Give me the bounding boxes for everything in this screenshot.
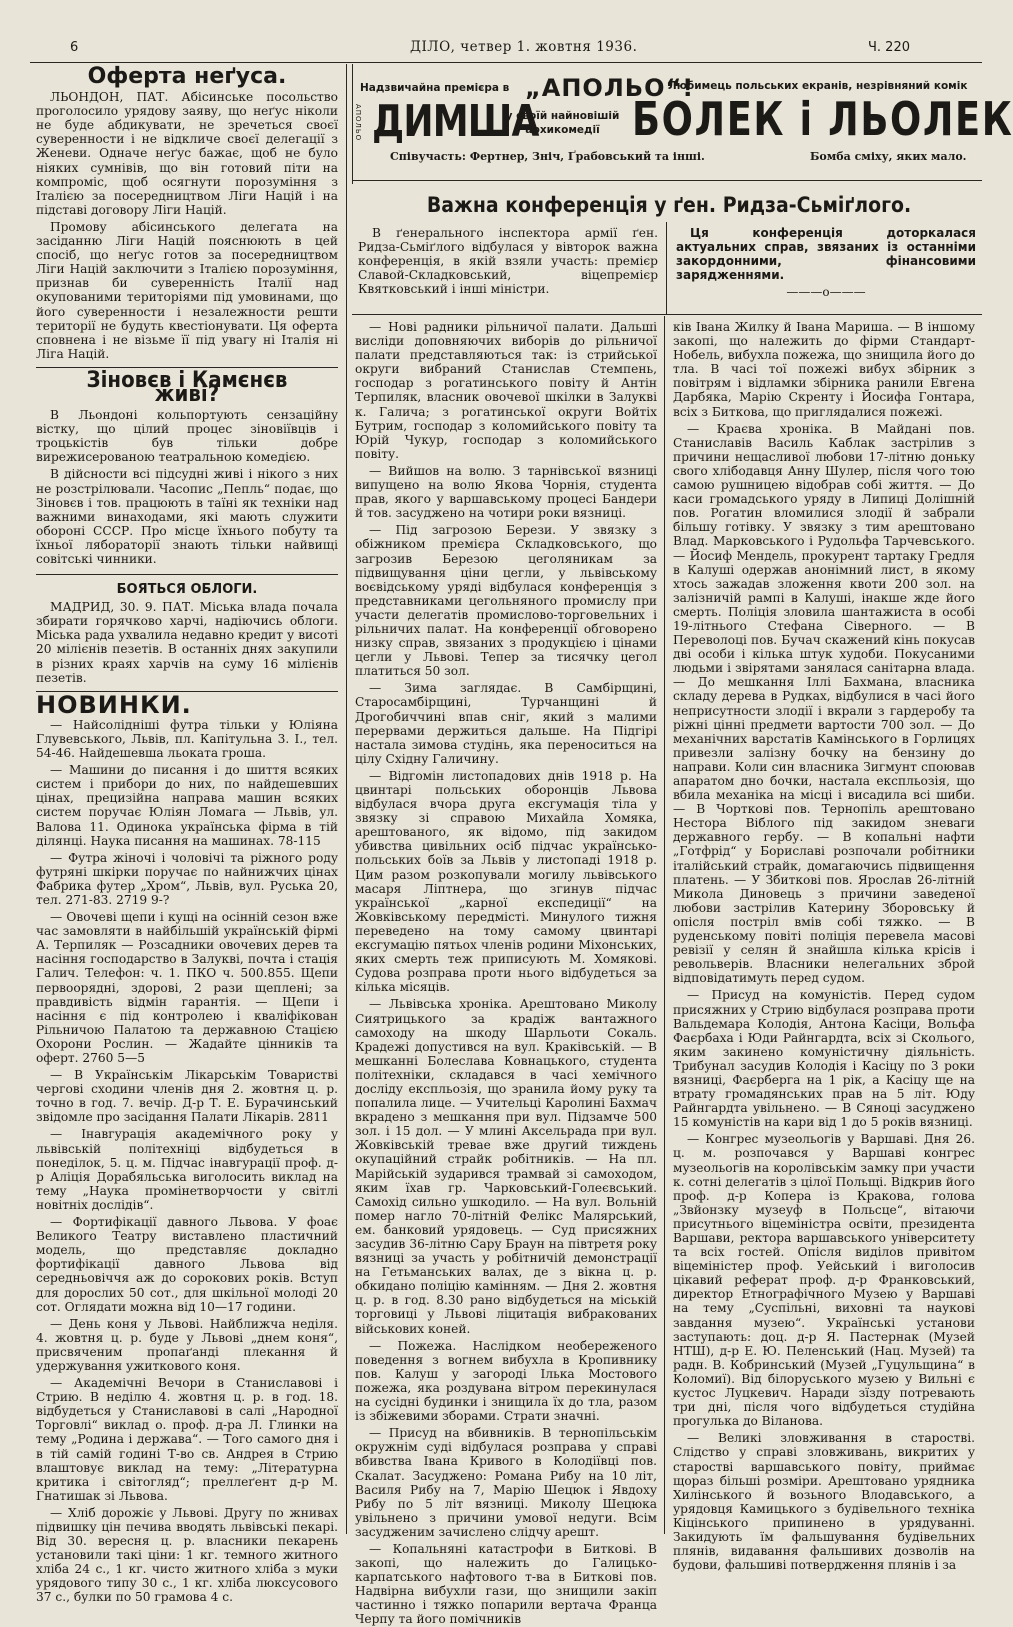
news-item: — Пожежа. Наслідком необереженого поведення з вогнем вибухла в Кропивнику пов. Калуш у загороді Ілька Мостового пожежа, яка роздувана вітром перекинулася на сусідні будинки і знищила їх до тла, разом із збіжевими зборами. Страти значні. <box>355 1338 657 1424</box>
news-item: — Краєва хроніка. В Майдані пов. Станиславів Василь Каблак застрілив з причини нещасливої любови 17-літню доньку свого хлібодавця Анну Шулер, після чого тою самою рушницею відобрав собі життя. — До каси громадського уряду в Липиці Долішній пов. Рогатин вломилися злодії й забрали більшу готівку. У звязку з тим арештовано Влад. Марковського і Рудольфа Тарчевського. — Йосиф Мендель, прокурент тартаку Гредля в Калуші одержав анонімний лист, в якому хтось зажадав зложення квоти 200 зол. на залізничій рампі в Калуші, інакше жде його смерть. Поліція зловила шантажиста в особі 19-літнього Стефана Сіверного. — В Переволоці пов. Бучач скажений кінь покусав двi особи і кілька штук худоби. Покусаними людьми і звірятами занялася санітарна влада. — До мешкання Іллі Бахмана, власника складу дерева в Рудках, відбулися в часі його неприсутности злодії і вкрали з гардеробу та ріжні цінні предмети вартости 700 зол. — До механічних варстатів Камінського в Горлицях привезли залізну бочку на бензину до направи. Коли син власника Зигмунт споював апаратом дно бочки, настала експльозія, що вбила механіка на місці і висадила всі шиби. — В Чорткові пов. Тернопіль арештовано Нестора Віблого під закидом зневаги державного гербу. — В копальні нафти „Готфрід“ у Бориславі розпочали робітники італійський страйк, домагаючись підвищення платень. — У Збиткові пов. Ярослав 26-літній Микола Диновець з причини заведеної любови застрілив Катерину Зборовську й опісля постріл вмів собі тяжко. — В руденському повіті поліція перевела масові ревізії у селян й знайшла кілька крісів і револьверів. Власники нелегальних зброй відповідатимуть перед судом. <box>673 421 975 986</box>
page-number: 6 <box>70 40 79 55</box>
middle-column <box>355 320 657 1627</box>
novynky-item: — Найсолідніші футра тільки у Юліяна Глувевського, Львів, пл. Капітульна 3. І., тел. 54-46. Найдешевша льоката гроша. <box>36 717 338 761</box>
ad-premiere-pre: Надзвичайна премієра в <box>360 82 510 94</box>
news-item: — Присуд на вбивників. В тернопільськім окружнім суді відбулася розправа у справі вбивства Івана Кривого в Колодіївці пов. Скалат. Засуджено: Романа Рибу на 10 літ, Василя Рибу на 7, Марію Шецюк і Явдоху Рибу по 5 літ вязниці. Миколу Шецюка увільнено з причини умової недуги. Всім засудженим зачислено слідчу арешт. <box>355 1426 657 1539</box>
oferta-title: Оферта неґуса. <box>87 64 287 89</box>
ad-film-title: БОЛЕК і ЛЬОЛЕК <box>632 92 1013 146</box>
oferta-paragraph: Промову абісинського делегата на засіданню Ліги Націй пояснюють в цей спосіб, що неґус готов за посередництвом Ліги Націй заключити з Італією порозуміння, признав би суверенність Італії над окупованими територіями під умовинами, що його суверенности і незалежности решти території не будуть квестіонувати. Ця оферта сповнена і не візьме її під увагу ні Італія ні Ліга Націй. <box>36 219 338 361</box>
zinoviev-paragraph: В Льондоні кольпортують сензаційну вістку, що цілий процес зіновіївців і троцькістів був тільки добре вирежисерованою театральною комедією. <box>36 408 338 465</box>
conference-divider <box>666 222 667 314</box>
conference-title: Важна конференція у ґен. Ридза-Сьміґлого. <box>426 193 912 217</box>
ad-dymsha: ДИМША <box>372 96 539 147</box>
conference-text: Ця конференція доторкалася актуальних справ, звязаних із останніми закордонними, фінансовими зарядженнями. <box>676 226 976 283</box>
section-rule <box>36 574 338 575</box>
novynky-item: — Інавгурація академічного року у львівській політехніці відбудеться в понеділок, 5. ц. м. Підчас інавгурації проф. д-р Аліція Дорабяльська виголосить виклад на тему „Наука промінетворчости у світлі новітніх дослідів“. <box>36 1127 338 1212</box>
ad-bottom-rule <box>352 180 982 181</box>
ad-left-rule <box>352 64 353 184</box>
novynky-item: — Машини до писання і до шиття всяких систем і прибори до них, по найдешевших цінах, прецизійна направа машин всяких систем поручає Юліян Ломага — Львів, ул. Валова 11. Одинока українська фірма в тій ділянці. Наука писання на машинах. 78-115 <box>36 763 338 848</box>
news-item: — Зима заглядає. В Самбірщині, Старосамбірщині, Турчанщині й Дрогобиччині впав сніг, який з малими перервами держиться дальше. На Підгірі настала зимова студінь, яка переноситься на цілу Східну Галичину. <box>355 681 657 766</box>
issue-number: Ч. 220 <box>868 40 910 55</box>
ad-bomb: Бомба сміху, яких мало. <box>810 150 967 163</box>
news-item: — Присуд на комуністів. Перед судом присяжних у Стрию відбулася розправа проти Вальдемара Колодія, Антона Касіци, Вольфа Фаєрбаха і Юди Райнгардта, всіх зі Сколього, яким закинено комуністичну діяльність. Трибунал засудив Колодія і Касіцу по 3 роки вязниці, Фаєрберга на 1 рік, а Касіцу ще на втрату громадянських прав на 5 літ. Юду Райнгардта увільнено. — В Сяноці засуджено 15 комуністів на кари від 1 до 5 років вязниці. <box>673 988 975 1130</box>
novynky-item: — Фортифікації давного Львова. У фоає Великого Театру виставлено пластичний модель, що представляє докладно фортифікації давного Львова від середньовіччя аж до сорокових років. Вступ для дорослих 50 сот., для шкільної молоді 20 сот. Оглядати можна від 10—17 години. <box>36 1215 338 1314</box>
ad-comedy-1: у своїй найновішій <box>505 110 620 122</box>
section-rule <box>36 691 338 692</box>
news-item: ків Івана Жилку й Івана Мариша. — В іншому закопі, що належить до фірми Стандарт-Нобель, вибухла пожежа, що знищила його до тла. В часі тої пожежі вибух збірник з повітрям і відламки збірника ранили Евгена Дарбяка, Марію Скренту і Йосифа Гонтара, всіх з Биткова, що приглядалися пожежі. <box>673 320 975 419</box>
separator: ———o——— <box>786 285 866 300</box>
news-item: — Вийшов на волю. З тарнівської вязниці випущено на волю Якова Чорнія, студента прав, якого у варшавському процесі Бандери й тов. засуджено на чотири роки вязниці. <box>355 463 657 521</box>
masthead-line: ДІЛО, четвер 1. жовтня 1936. <box>410 39 638 55</box>
column-rule-2 <box>664 316 665 1534</box>
ad-apollo-vertical: АПОЛЬО <box>354 104 362 142</box>
zinoviev-paragraph: В дійсности всі підсудні живі і нікого з них не розстрілювали. Часопис „Пепль“ подає, що Зіновєв і тов. працюють в таїні як техніки над важними винаходами, які мають служити обороні СССР. Про місце їхнього побуту та їхньої лябораторії знають тільки найвищі совітські чинники. <box>36 467 338 566</box>
conference-text: В ґенеральнoго інспектора армії ґен. Ридза-Сьміґлого відбулася у вівторок важна конференція, в якій взяли участь: премієр Славой-Складковський, віцепремієр Квятковський і інші мiністри. <box>358 226 658 297</box>
oferta-paragraph: ЛЬОНДОН, ПАТ. Абісинське посольство проголосило урядову заяву, що неґус ніколи не буде абдикувати, не зречеться своєї суверенности і не відкличе своєї делегації з Женеви. Одначе неґус бажає, щоб не було ніяких сумнівів, що він готовий піти на компроміс, щоб осягнути порозуміння з Італією за посередництвом Ліги Націй і на підставі договору Ліги Націй. <box>36 90 338 217</box>
conference-right <box>676 226 976 311</box>
ad-premiere-text <box>360 82 509 94</box>
right-column <box>673 320 975 1573</box>
ad-favorite: Любимець польських екранів, незрівняний комік <box>668 80 968 92</box>
news-item: — Конгрес музеольогів у Варшаві. Дня 26. ц. м. розпочався у Варшаві конгрес музеольогів на королівськім замку при участи к. сотні делегатів з цілої Польщі. Відкрив його проф. д-р Копера із Кракова, голова „Звйонзку музеуф в Польсце“, вітаючи присутнього віцеміністра освіти, президента Варшави, ректора варшавського університету та всіх гостей. Опісля виділов привітом віцеміністер проф. Уейський і виголосив цікавий реферат проф. д-р Франковський, директор Етнографічного Музею у Варшаві на тему „Суспільні, виховні та наукові завдання музею“. Українські установи заступають: доц. д-р Я. Пастернак (Музей НТШ), д-р Е. Ю. Пеленський (Нац. Музей) та радн. В. Кобринський (Музей „Гуцульщина“ в Коломиї). Від білоруського музею у Вильні є кустос Луцкевич. Наради зїзду потревають три дні, після чого відбудеться студійна прогулька до Віланова. <box>673 1132 975 1429</box>
news-item: — Під загрозою Берези. У звязку з обіжником премієра Складковського, що загрозив Березою цеголяникам за підвищування ціни цегли, у львівському воєвідському уряді відбулася конференція з представниками цегольняного промислу при участи делегатів промислово-торговельних і рільничих палат. На конференції обговорено низку справ, звязаних з продукцією і цінами цегли у Львові. Тепер за тисячку цегол платиться 50 зол. <box>355 523 657 679</box>
ad-cast: Співучасть: Фертнер, Зніч, Ґрабовський та інші. <box>390 150 705 163</box>
novynky-title: НОВИНКИ. <box>36 690 192 719</box>
left-column <box>36 64 338 1605</box>
ad-comedy-2: архикомедії <box>525 124 600 136</box>
conference-left <box>358 226 658 306</box>
header-rule <box>30 62 982 63</box>
ad-apollo-name: „АПОЛЬО“! <box>525 74 695 102</box>
column-rule-1 <box>346 64 347 1534</box>
novynky-item: — Овочеві щепи і кущі на осінній сезон вже час замовляти в найбільшій українській фірмі А. Терпиляк — Розсадники овочевих дерев та насіння господарство в Залуквi, почта і стація Галич. Телефон: ч. 1. ПКО ч. 500.855. Щепи первоорядні, здорові, 2 рази щеплені; за правдивість відмін гарантія. — Щепи і насіння є під контролею і кваліфікован Рільничою Палатою та державною Стацією Охорони Рослин. — Жадайте цінників та оферт. 2760 5—5 <box>36 910 338 1065</box>
novynky-item: — День коня у Львові. Найближча неділя. 4. жовтня ц. р. буде у Львові „днем коня“, присвяченим пропаґанді плекання й удержування ужиткового коня. <box>36 1316 338 1373</box>
news-item: — Копальняні катастрофи в Биткові. В закопі, що належить до Галицько-карпатського нафтового т-ва в Биткові пов. Надвірна вибухли гази, що знищили закіп частинно і тяжко попарили вертача Франца Черпу та його помічників <box>355 1541 657 1627</box>
novynky-item: — Хліб дорожіє у Львові. Другу по жнивах підвишку цін печива вводять львівські пекарі. Від 30. вересня ц. р. власники пекарень установили такі ціни: 1 кг. темного житного хліба 24 с., 1 кг. чисто житного хліба з муки урядового типу 30 с., 1 кг. хліба люксусового 37 с., булки по 50 грамова 4 с. <box>36 1505 338 1605</box>
siege-paragraph: МАДРИД, 30. 9. ПАТ. Міська влада почала збирати горячково харчі, надіючись облоги. Міська рада ухвалила недавно кредит у висоті 20 мілієнів пезетів. В останніх днях закупили в різних краях харчів на суму 16 мілієнів пезетів. <box>36 600 338 685</box>
siege-title: БОЯТЬСЯ ОБЛОГИ. <box>116 582 258 598</box>
novynky-item: — Футра жіночі і чоловічі та ріжного роду футряні шкірки поручає по найнижчих цінах Фабрика футер „Хром“, Львів, вул. Руська 20, тел. 271-83. 2719 9-? <box>36 850 338 907</box>
news-item: — Відгомін листопадових днів 1918 р. На цвинтарі польських оборонців Львова відбулася вчора друга ексгумація тіла у звязку зі справою Михайла Хомяка, арештованого, як відомо, під закидом убивства цивільних осіб підчас українсько-польських боїв за Львів у листопаді 1918 р. Цим разом розкопували могилу львівського масаря Ліптнера, що згинув підчас української „карної експедиції“ на Жовківському передмісті. Минулого тижня переведено на тому самому цвинтарі ексгумацію пятьох членів родини Міхонських, яких смерть теж приписують М. Хомякові. Судова розправа проти нього відбудеться за кілька місяців. <box>355 768 657 995</box>
news-item: — Нові радники рільничої палати. Дальші висліди доповняючих виборів до рільничої палати представляються так: із стрийської округи вибраний Станислав Стемпень, господар з рогатинського повіту й Антін Терпиляк, власник овочевої шкілки в Залуквi к. Галича; з рогатинської округи Войтіх Бутрим, господар з коломийського повіту та Юрій Чукур, господар з коломийського повіту. <box>355 320 657 461</box>
zinoviev-title: Зіновєв і Камєнєв живі? <box>86 367 288 407</box>
novynky-item: — Академічні Вечори в Станиславові і Стрию. В неділю 4. жовтня ц. р. в год. 18. відбудеться у Станиславові в салі „Народної Торговлі“ виклад о. проф. д-ра Л. Глинки на тему „Родина і держава“. — Того самого дня і в тій самій годині Т-во св. Андрея в Стрию влаштовує виклад на тему: „Літературна критика і світогляд“; преллеґент д-р М. Гнатишак зі Львова. <box>36 1376 338 1503</box>
novynky-item: — В Українськім Лікарськім Товаристві черговi сходини членів дня 2. жовтня ц. р. точно в год. 7. вечір. Д-р Т. Е. Бурачинський звідомле про засідання Палати Лікарів. 2811 <box>36 1068 338 1125</box>
news-item: — Львівська хроніка. Арештовано Миколу Сиятрицького за крадіж вантажного самоходу на шкоду Шарльоти Сокаль. Крадежі допустився на вул. Краківській. — В мешканні Болеслава Ковнацького, студента політехніки, складався в часі хемічного досліду експльозія, що зранила йому руку та попалила лице. — Учительці Каролині Бахмач вкрадено з мешкання при вул. Підзамче 500 зол. і 15 дол. — У млині Аксельрада при вул. Жовківській тревае вже другий тиждень окупаційний страйк робітників. — На пл. Марійській зударився трамвай зі самоходом, яким їхав гр. Чарковський-Голеєвський. Самохід сильно ушкодило. — На вул. Вольній помер нагло 70-літній Фелікс Малярський, ем. банковий урядовець. — Суд присяжних засудив 36-літню Сару Браун на півтретя року вязниці за участь у робітничій демонстрації на Гетьманських валах, де з вікна ц. р. обкидано поліцію камінням. — Дня 2. жовтня ц. р. в год. 8.30 рано відбудеться на міській торговиці у Львові ліцитація вибракованих військових коней. <box>355 997 657 1336</box>
conference-bottom-rule <box>352 314 982 315</box>
news-item: — Великі зловживання в старостві. Слідство у справі зловживань, викритих у старостві варшавського повіту, приймає щораз більші розміри. Арештовано урядника Хилінського й возьного Влодавського, а урядовця Камицького з будівельного техніка Кіцінського припинено в урядуванні. Закидують їм фальшування будівельних плянів, видавання фальшивих дозволів на будови, фальшиві потвердження плянів і за <box>673 1431 975 1573</box>
